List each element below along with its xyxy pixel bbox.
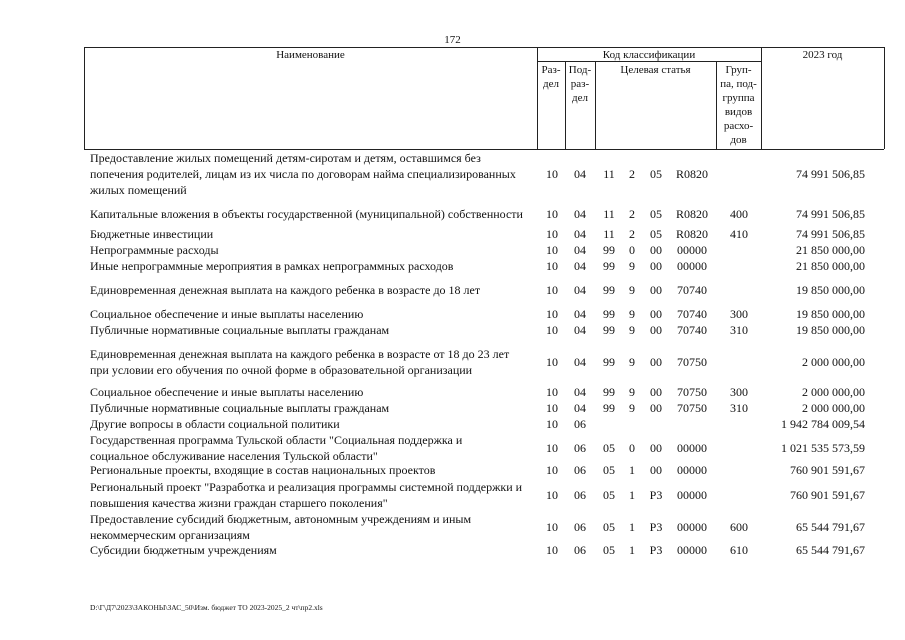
table-row (0, 479, 905, 511)
row-code-g: 400 (730, 207, 748, 221)
table-row (0, 150, 905, 198)
row-amount: 760 901 591,67 (790, 488, 865, 502)
row-name: Социальное обеспечение и иные выплаты населению (90, 307, 364, 321)
row-code-t2: 9 (629, 283, 635, 297)
row-code-r: 10 (546, 243, 558, 257)
row-code-t4: 00000 (677, 543, 707, 557)
header-group: Груп- па, под- группа видов расхо- дов (720, 64, 757, 146)
row-code-g: 310 (730, 323, 748, 337)
table-row (0, 282, 905, 298)
row-code-t2: 1 (629, 520, 635, 534)
row-code-t3: P3 (649, 520, 663, 534)
row-code-g: 410 (730, 227, 748, 241)
row-code-pr: 06 (574, 520, 586, 534)
row-code-t3: 05 (650, 167, 662, 181)
row-code-r: 10 (546, 401, 558, 415)
row-code-pr: 06 (574, 543, 586, 557)
row-name: Предоставление субсидий бюджетным, автономным учреждениям и иным некоммерческим организациям (90, 512, 472, 542)
row-amount: 19 850 000,00 (796, 283, 865, 297)
row-name: Единовременная денежная выплата на каждого ребенка в возрасте от 18 до 23 лет при условии его обучения по очной форме в образовательной организации (90, 347, 510, 377)
table-row (0, 346, 905, 378)
table-row (0, 258, 905, 274)
row-code-t2: 9 (629, 355, 635, 369)
row-code-t2: 2 (629, 207, 635, 221)
row-code-pr: 06 (574, 417, 586, 431)
table-row (0, 432, 905, 464)
row-code-r: 10 (546, 441, 558, 455)
row-code-pr: 06 (574, 441, 586, 455)
row-code-r: 10 (546, 385, 558, 399)
header-target: Целевая статья (620, 64, 691, 76)
row-code-t4: 00000 (677, 441, 707, 455)
row-code-t2: 9 (629, 307, 635, 321)
row-name: Региональные проекты, входящие в состав национальных проектов (90, 463, 436, 477)
row-amount: 19 850 000,00 (796, 323, 865, 337)
row-code-t4: 00000 (677, 243, 707, 257)
row-code-t4: 00000 (677, 520, 707, 534)
row-code-t2: 0 (629, 441, 635, 455)
row-code-r: 10 (546, 355, 558, 369)
row-code-pr: 04 (574, 283, 586, 297)
row-code-r: 10 (546, 227, 558, 241)
row-code-t1: 99 (603, 401, 615, 415)
row-code-t3: 00 (650, 323, 662, 337)
row-code-t3: 00 (650, 385, 662, 399)
row-code-t1: 99 (603, 259, 615, 273)
row-code-pr: 04 (574, 401, 586, 415)
row-name: Субсидии бюджетным учреждениям (90, 543, 277, 557)
table-row (0, 400, 905, 416)
row-code-t1: 05 (603, 520, 615, 534)
row-code-g: 300 (730, 307, 748, 321)
row-code-t3: 00 (650, 243, 662, 257)
row-code-t2: 0 (629, 243, 635, 257)
row-amount: 74 991 506,85 (796, 167, 865, 181)
row-code-t1: 11 (603, 167, 615, 181)
row-code-t1: 05 (603, 441, 615, 455)
row-code-t2: 2 (629, 167, 635, 181)
row-name: Бюджетные инвестиции (90, 227, 214, 241)
row-amount: 19 850 000,00 (796, 307, 865, 321)
row-code-t4: 70740 (677, 283, 707, 297)
row-code-g: 610 (730, 543, 748, 557)
row-code-pr: 04 (574, 259, 586, 273)
row-code-r: 10 (546, 520, 558, 534)
row-amount: 65 544 791,67 (796, 520, 865, 534)
row-code-r: 10 (546, 323, 558, 337)
row-amount: 1 021 535 573,59 (781, 441, 865, 455)
row-code-t1: 05 (603, 463, 615, 477)
row-code-r: 10 (546, 207, 558, 221)
header-podrazdel: Под- раз- дел (568, 64, 592, 104)
row-code-t1: 99 (603, 307, 615, 321)
row-name: Публичные нормативные социальные выплаты гражданам (90, 401, 390, 415)
row-code-pr: 04 (574, 385, 586, 399)
row-code-t1: 99 (603, 243, 615, 257)
row-amount: 21 850 000,00 (796, 259, 865, 273)
table-row (0, 322, 905, 338)
row-code-g: 310 (730, 401, 748, 415)
row-code-t2: 1 (629, 463, 635, 477)
row-code-t1: 05 (603, 543, 615, 557)
row-code-t1: 11 (603, 207, 615, 221)
row-code-t1: 99 (603, 355, 615, 369)
row-code-t4: R0820 (675, 227, 708, 241)
row-amount: 1 942 784 009,54 (781, 417, 865, 431)
row-code-pr: 04 (574, 307, 586, 321)
row-code-r: 10 (546, 307, 558, 321)
row-name: Публичные нормативные социальные выплаты гражданам (90, 323, 390, 337)
row-code-t4: R0820 (675, 167, 708, 181)
row-code-g: 600 (730, 520, 748, 534)
header-classification: Код классификации (602, 49, 696, 61)
row-code-pr: 04 (574, 167, 586, 181)
row-code-pr: 04 (574, 355, 586, 369)
table-row (0, 511, 905, 543)
row-code-r: 10 (546, 463, 558, 477)
row-code-pr: 06 (574, 463, 586, 477)
row-amount: 2 000 000,00 (802, 401, 865, 415)
table-row (0, 306, 905, 322)
row-code-t1: 99 (603, 323, 615, 337)
row-code-r: 10 (546, 259, 558, 273)
row-code-t1: 11 (603, 227, 615, 241)
row-code-t2: 1 (629, 488, 635, 502)
row-code-pr: 04 (574, 323, 586, 337)
footer-file-path: D:\Г\Д7\2023\ЗАКОНЫ\ЗАС_50\Изм. бюджет ТО 2023-2025_2 чт\пр2.xls (90, 603, 323, 612)
row-amount: 2 000 000,00 (802, 385, 865, 399)
row-code-r: 10 (546, 417, 558, 431)
row-code-t4: 00000 (677, 463, 707, 477)
row-amount: 2 000 000,00 (802, 355, 865, 369)
row-code-t3: 05 (650, 227, 662, 241)
row-code-t3: 05 (650, 207, 662, 221)
table-row (0, 226, 905, 242)
row-name: Иные непрограммные мероприятия в рамках непрограммных расходов (90, 259, 454, 273)
row-code-t3: P3 (649, 543, 663, 557)
row-code-t4: 00000 (677, 488, 707, 502)
header-name: Наименование (276, 49, 345, 61)
row-code-r: 10 (546, 543, 558, 557)
row-name: Социальное обеспечение и иные выплаты населению (90, 385, 364, 399)
row-amount: 21 850 000,00 (796, 243, 865, 257)
row-code-r: 10 (546, 283, 558, 297)
row-code-t3: 00 (650, 441, 662, 455)
row-code-t4: 00000 (677, 259, 707, 273)
row-code-t2: 2 (629, 227, 635, 241)
row-code-t3: 00 (650, 463, 662, 477)
row-name: Непрограммные расходы (90, 243, 219, 257)
row-code-t1: 05 (603, 488, 615, 502)
row-name: Государственная программа Тульской области "Социальная поддержка и социальное обслуживание населения Тульской области" (90, 433, 463, 463)
row-name: Другие вопросы в области социальной политики (90, 417, 340, 431)
header-razdel: Раз- дел (541, 64, 561, 90)
row-code-t3: 00 (650, 401, 662, 415)
row-code-t4: 70750 (677, 355, 707, 369)
row-code-t1: 99 (603, 283, 615, 297)
row-amount: 760 901 591,67 (790, 463, 865, 477)
row-code-t4: R0820 (675, 207, 708, 221)
row-code-g: 300 (730, 385, 748, 399)
row-code-t4: 70750 (677, 385, 707, 399)
row-code-t2: 9 (629, 385, 635, 399)
row-code-r: 10 (546, 488, 558, 502)
row-code-t4: 70740 (677, 323, 707, 337)
row-code-pr: 06 (574, 488, 586, 502)
table-row (0, 206, 905, 222)
row-code-r: 10 (546, 167, 558, 181)
row-code-pr: 04 (574, 243, 586, 257)
row-code-pr: 04 (574, 207, 586, 221)
page-number: 172 (444, 34, 461, 46)
row-code-t2: 1 (629, 543, 635, 557)
table-row (0, 416, 905, 432)
header-year: 2023 год (802, 49, 843, 61)
row-code-t2: 9 (629, 259, 635, 273)
row-code-t3: 00 (650, 283, 662, 297)
row-name: Предоставление жилых помещений детям-сиротам и детям, оставшимся без попечения родителей, лицам из их числа по договорам найма специализированных жилых помещений (90, 151, 516, 197)
row-code-t4: 70740 (677, 307, 707, 321)
table-row (0, 542, 905, 558)
row-name: Региональный проект "Разработка и реализация программы системной поддержки и повышения качества жизни граждан старшего поколения" (90, 480, 523, 510)
table-row (0, 462, 905, 478)
row-code-t3: 00 (650, 307, 662, 321)
row-code-t4: 70750 (677, 401, 707, 415)
row-amount: 74 991 506,85 (796, 227, 865, 241)
row-code-t3: P3 (649, 488, 663, 502)
table-row (0, 384, 905, 400)
row-amount: 74 991 506,85 (796, 207, 865, 221)
row-name: Капитальные вложения в объекты государственной (муниципальной) собственности (90, 207, 523, 221)
row-code-t2: 9 (629, 401, 635, 415)
row-code-pr: 04 (574, 227, 586, 241)
row-code-t3: 00 (650, 259, 662, 273)
table-row (0, 242, 905, 258)
row-code-t1: 99 (603, 385, 615, 399)
row-name: Единовременная денежная выплата на каждого ребенка в возрасте до 18 лет (90, 283, 481, 297)
row-code-t3: 00 (650, 355, 662, 369)
row-amount: 65 544 791,67 (796, 543, 865, 557)
row-code-t2: 9 (629, 323, 635, 337)
